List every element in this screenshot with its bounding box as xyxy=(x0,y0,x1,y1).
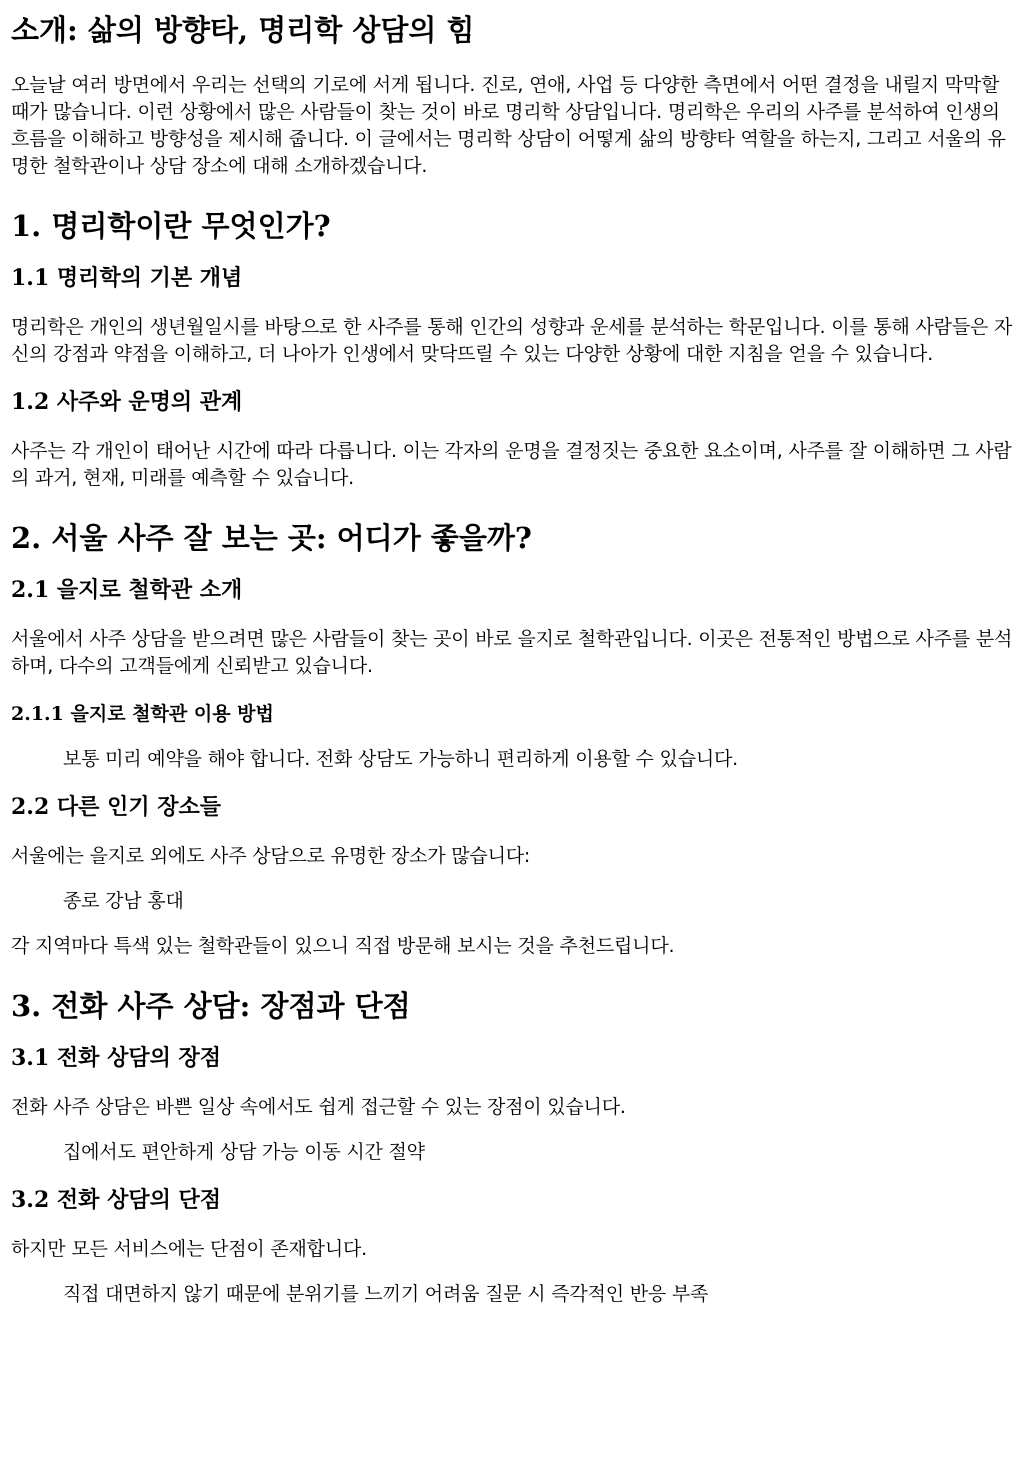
section-1-2-paragraph: 사주는 각 개인이 태어난 시간에 따라 다릅니다. 이는 각자의 운명을 결정짓는 중요한 요소이며, 사주를 잘 이해하면 그 사람의 과거, 현재, 미래를 예측할 수 있습니다. xyxy=(11,440,1012,489)
section-3-1-paragraph: 전화 사주 상담은 바쁜 일상 속에서도 쉽게 접근할 수 있는 장점이 있습니다. xyxy=(11,1096,626,1118)
section-1-1-paragraph: 명리학은 개인의 생년월일시를 바탕으로 한 사주를 통해 인간의 성향과 운세를 분석하는 학문입니다. 이를 통해 사람들은 자신의 강점과 약점을 이해하고, 더 나아가 인생에서 맞닥뜨릴 수 있는 다양한 상황에 대한 지침을 얻을 수 있습니다. xyxy=(11,316,1013,365)
section-2-2-title: 2.2 다른 인기 장소들 xyxy=(11,794,222,820)
article xyxy=(0,12,1024,1308)
section-2-1-1-quote: 보통 미리 예약을 해야 합니다. 전화 상담도 가능하니 편리하게 이용할 수 있습니다. xyxy=(63,748,738,770)
intro-title: 소개: 삶의 방향타, 명리학 상담의 힘 xyxy=(11,13,475,47)
section-1-1-title: 1.1 명리학의 기본 개념 xyxy=(11,265,243,291)
intro-paragraph: 오늘날 여러 방면에서 우리는 선택의 기로에 서게 됩니다. 진로, 연애, 사업 등 다양한 측면에서 어떤 결정을 내릴지 막막할 때가 많습니다. 이런 상황에서 많은 사람들이 찾는 것이 바로 명리학 상담입니다. 명리학은 우리의 사주를 분석하여 인생의 흐름을 이해하고 방향성을 제시해 줍니다. 이 글에서는 명리학 상담이 어떻게 삶의 방향타 역할을 하는지, 그리고 서울의 유명한 철학관이나 상담 장소에 대해 소개하겠습니다. xyxy=(11,74,1006,177)
section-1-title: 1. 명리학이란 무엇인가? xyxy=(11,209,331,243)
section-2-2-paragraph-2: 각 지역마다 특색 있는 철학관들이 있으니 직접 방문해 보시는 것을 추천드립니다. xyxy=(11,935,675,957)
section-3-2-quote: 직접 대면하지 않기 때문에 분위기를 느끼기 어려움 질문 시 즉각적인 반응 부족 xyxy=(63,1283,709,1305)
section-2-1-1-title: 2.1.1 을지로 철학관 이용 방법 xyxy=(11,703,274,725)
section-3-1-title: 3.1 전화 상담의 장점 xyxy=(11,1045,222,1071)
section-2-1-title: 2.1 을지로 철학관 소개 xyxy=(11,577,243,603)
section-3-title: 3. 전화 사주 상담: 장점과 단점 xyxy=(11,989,411,1023)
section-3-2-paragraph: 하지만 모든 서비스에는 단점이 존재합니다. xyxy=(11,1238,367,1260)
section-3-2-title: 3.2 전화 상담의 단점 xyxy=(11,1187,222,1213)
section-3-1-quote: 집에서도 편안하게 상담 가능 이동 시간 절약 xyxy=(63,1141,425,1163)
section-1-2-title: 1.2 사주와 운명의 관계 xyxy=(11,389,243,415)
section-2-1-paragraph: 서울에서 사주 상담을 받으려면 많은 사람들이 찾는 곳이 바로 을지로 철학관입니다. 이곳은 전통적인 방법으로 사주를 분석하며, 다수의 고객들에게 신뢰받고 있습니다. xyxy=(11,628,1013,677)
section-2-2-quote: 종로 강남 홍대 xyxy=(63,890,184,912)
section-2-2-paragraph: 서울에는 을지로 외에도 사주 상담으로 유명한 장소가 많습니다: xyxy=(11,845,531,867)
section-2-title: 2. 서울 사주 잘 보는 곳: 어디가 좋을까? xyxy=(11,521,532,555)
